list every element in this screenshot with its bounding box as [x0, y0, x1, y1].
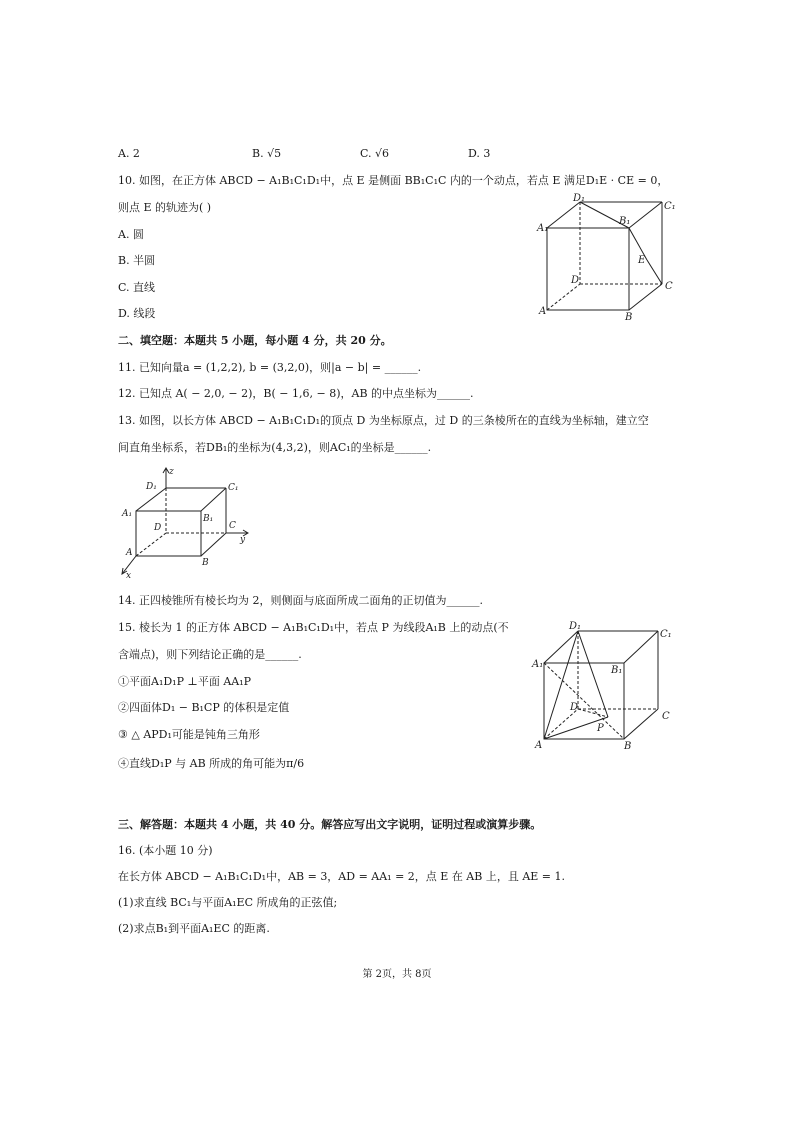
q15-label-b1: B₁ — [611, 665, 623, 676]
q10-label-c: C — [665, 281, 673, 292]
q10-label-b: B — [625, 312, 633, 323]
q13-line1: 13. 如图，以长方体 ABCD − A₁B₁C₁D₁的顶点 D 为坐标原点，过 D 的三条棱所在的直线为坐标轴，建立空 — [118, 414, 649, 427]
q15-item-3: ③ △ APD₁可能是钝角三角形 — [118, 728, 260, 741]
q15-label-p: P — [597, 723, 604, 734]
q12-text: 12. 已知点 A( − 2,0, − 2)，B( − 1,6, − 8)，AB 的中点坐标为______. — [118, 387, 474, 400]
q13-label-y: y — [240, 535, 246, 545]
q10-stem-line1: 10. 如图，在正方体 ABCD − A₁B₁C₁D₁中，点 E 是侧面 BB₁C₁C 内的一个动点，若点 E 满足D₁E · CE = 0， — [118, 174, 669, 187]
q13-label-b: B — [202, 558, 209, 568]
q13-label-x: x — [126, 571, 132, 581]
q9-option-d: D. 3 — [468, 147, 491, 160]
q10-label-b1: B₁ — [619, 216, 631, 227]
q13-label-z: z — [169, 467, 174, 477]
q13-label-c: C — [229, 521, 236, 531]
section3-heading: 三、解答题：本题共 4 小题，共 40 分。解答应写出文字说明，证明过程或演算步骤。 — [118, 818, 542, 831]
q10-label-e: E — [638, 255, 646, 266]
q9-option-c: C. √6 — [360, 147, 390, 160]
q15-item-4: ④直线D₁P 与 AB 所成的角可能为π/6 — [118, 757, 305, 770]
q15-item-1: ①平面A₁D₁P ⊥平面 AA₁P — [118, 675, 252, 688]
q9-option-b: B. √5 — [252, 147, 282, 160]
q10-option-b: B. 半圆 — [118, 254, 156, 267]
q10-option-c: C. 直线 — [118, 281, 156, 294]
q15-label-d1: D₁ — [569, 621, 582, 632]
q13-label-a: A — [126, 548, 133, 558]
q15-label-a1: A₁ — [532, 659, 544, 670]
q13-line2: 间直角坐标系，若DB₁的坐标为(4,3,2)，则AC₁的坐标是______. — [118, 441, 432, 454]
q16-part2: (2)求点B₁到平面A₁EC 的距离. — [118, 922, 270, 935]
q15-label-c: C — [662, 711, 670, 722]
section2-heading: 二、填空题：本题共 5 小题，每小题 4 分，共 20 分。 — [118, 334, 392, 347]
q10-label-c1: C₁ — [664, 201, 676, 212]
q10-option-a: A. 圆 — [118, 228, 144, 241]
q10-label-a: A — [539, 306, 547, 317]
page-footer: 第 2页，共 8页 — [362, 969, 432, 980]
q13-label-c1: C₁ — [228, 483, 239, 493]
q13-label-a1: A₁ — [122, 509, 133, 519]
q10-label-d1: D₁ — [573, 193, 586, 204]
q10-option-d: D. 线段 — [118, 307, 156, 320]
q13-label-b1: B₁ — [203, 514, 214, 524]
q15-line1: 15. 棱长为 1 的正方体 ABCD − A₁B₁C₁D₁中，若点 P 为线段A₁B 上的动点(不 — [118, 621, 509, 634]
q13-box-figure — [116, 464, 256, 582]
q15-label-c1: C₁ — [660, 629, 672, 640]
q9-option-a: A. 2 — [118, 147, 140, 160]
q11-text: 11. 已知向量a = (1,2,2), b = (3,2,0)，则|a − b| = ______. — [118, 361, 422, 374]
q10-stem-line2: 则点 E 的轨迹为( ) — [118, 201, 212, 214]
q10-cube-figure — [535, 190, 685, 325]
q10-label-d: D — [571, 275, 580, 286]
q16-title: 16. (本小题 10 分) — [118, 844, 213, 857]
q13-label-d: D — [154, 523, 162, 533]
q15-label-d: D — [570, 702, 579, 713]
q16-stem: 在长方体 ABCD − A₁B₁C₁D₁中，AB = 3，AD = AA₁ = 2，点 E 在 AB 上，且 AE = 1. — [118, 870, 566, 883]
q15-label-a: A — [535, 740, 543, 751]
q15-item-2: ②四面体D₁ − B₁CP 的体积是定值 — [118, 701, 290, 714]
q15-label-b: B — [624, 741, 632, 752]
q14-text: 14. 正四棱锥所有棱长均为 2，则侧面与底面所成二面角的正切值为______. — [118, 594, 483, 607]
q10-label-a1: A₁ — [537, 223, 549, 234]
q13-label-d1: D₁ — [146, 482, 157, 492]
q16-part1: (1)求直线 BC₁与平面A₁EC 所成角的正弦值; — [118, 896, 338, 909]
q15-line2: 含端点)，则下列结论正确的是______. — [118, 648, 302, 661]
q15-cube-figure — [530, 617, 690, 752]
